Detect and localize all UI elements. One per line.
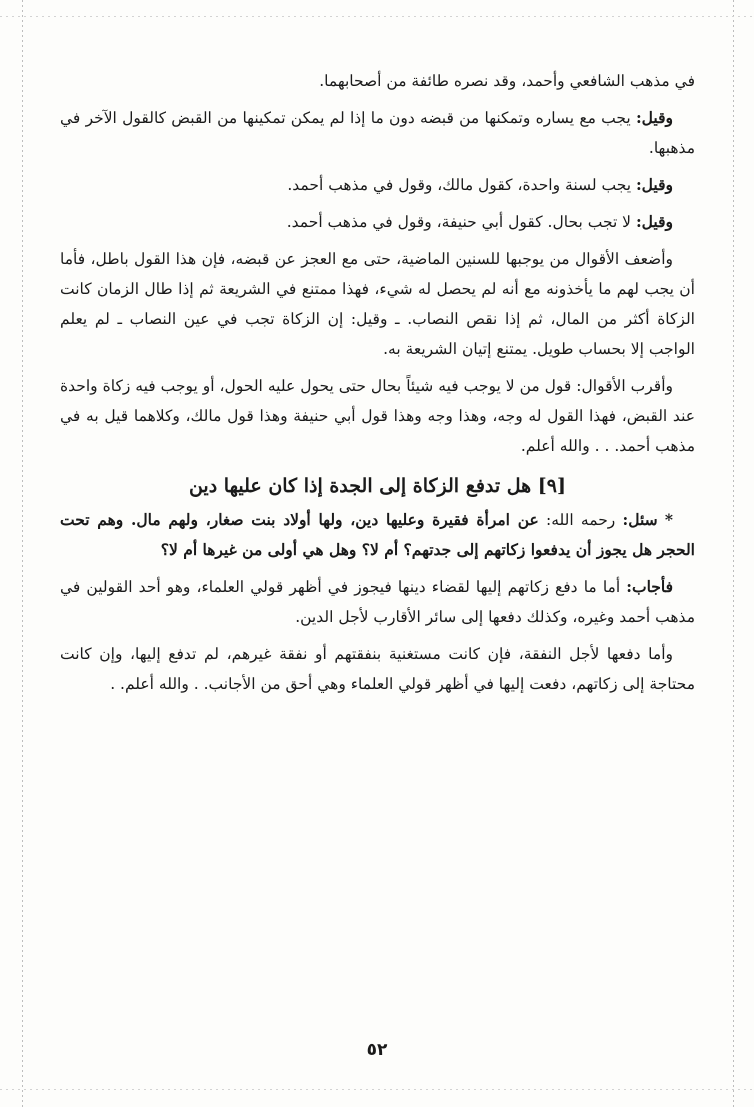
paragraph-answer-continued (60, 639, 695, 699)
scan-edge-top (0, 16, 754, 17)
paragraph-text: يجب لسنة واحدة، كقول مالك، وقول في مذهب أحمد. (287, 176, 636, 194)
paragraph-text: وأضعف الأقوال من يوجبها للسنين الماضية، حتى مع العجز عن قبضه، فإن هذا القول باطل، فأما أن يجب لهم ما يأخذونه مع أنه لم يحصل له شيء، فهذا ممتنع في الشريعة ثم إذا طال الزمان كانت الزكاة أكثر من المال، ثم إذا نقص النصاب. ـ وقيل: إن الزكاة تجب في عين النصاب ـ لم يعلم الواجب إلا بحساب طويل. يمتنع إتيان الشريعة به. (60, 250, 695, 358)
question-text: عن امرأة فقيرة وعليها دين، ولها أولاد بنت صغار، ولهم مال. وهم تحت الحجر هل يجوز أن يدفعوا زكاتهم إلى جدتهم؟ أم لا؟ وهل هي أولى من غيرها أم لا؟ (60, 510, 695, 559)
paragraph-continuation (60, 66, 695, 96)
paragraph-opinion-2 (60, 170, 695, 200)
question-paragraph (60, 505, 695, 565)
paragraph-text: وأما دفعها لأجل النفقة، فإن كانت مستغنية بنفقتهم أو نفقة غيرهم، لم تدفع إليها، وإن كانت محتاجة إلى زكاتهم، دفعت إليها في أظهر قولي العلماء وهي أحق من الأجانب. . والله أعلم. . (60, 645, 695, 693)
paragraph-text: لا تجب بحال. كقول أبي حنيفة، وقول في مذهب أحمد. (286, 213, 636, 231)
page-text-body (60, 66, 695, 706)
question-label: سئل: (622, 510, 658, 529)
paragraph-weakest-opinion (60, 244, 695, 364)
question-star: * (664, 510, 673, 529)
section-heading: [٩] هل تدفع الزكاة إلى الجدة إذا كان عليها دين (188, 475, 567, 497)
paragraph-opinion-1 (60, 103, 695, 163)
paragraph-closest-opinion (60, 371, 695, 461)
paragraph-lead: وقيل: (635, 212, 673, 231)
scan-edge-bottom (0, 1089, 754, 1090)
question-meta: رحمه الله: (538, 511, 623, 529)
paragraph-text: وأقرب الأقوال: قول من لا يوجب فيه شيئاً بحال حتى يحول عليه الحول، أو يوجب فيه زكاة واحدة عند القبض، فهذا القول له وجه، وهذا وجه وهذا قول أبي حنيفة وهذا قول مالك، وكلاهما قيل به في مذهب أحمد. . . والله أعلم. (60, 377, 695, 455)
paragraph-text: في مذهب الشافعي وأحمد، وقد نصره طائفة من أصحابهما. (319, 72, 695, 90)
scan-edge-left (22, 0, 23, 1107)
paragraph-opinion-3 (60, 207, 695, 237)
page-number: ٥٢ (366, 1040, 388, 1060)
paragraph-lead: فأجاب: (626, 577, 673, 596)
scan-edge-right (733, 0, 734, 1107)
paragraph-lead: وقيل: (635, 175, 673, 194)
paragraph-text: يجب مع يساره وتمكنها من قبضه دون ما إذا لم يمكن تمكينها من القبض كالقول الآخر في مذهبها. (60, 109, 695, 157)
paragraph-lead: وقيل: (635, 108, 673, 127)
paragraph-answer (60, 572, 695, 632)
paragraph-text: أما ما دفع زكاتهم إليها لقضاء دينها فيجوز في أظهر قولي العلماء، وهو أحد القولين في مذهب أحمد وغيره، وكذلك دفعها إلى سائر الأقارب لأجل الدين. (60, 578, 695, 626)
